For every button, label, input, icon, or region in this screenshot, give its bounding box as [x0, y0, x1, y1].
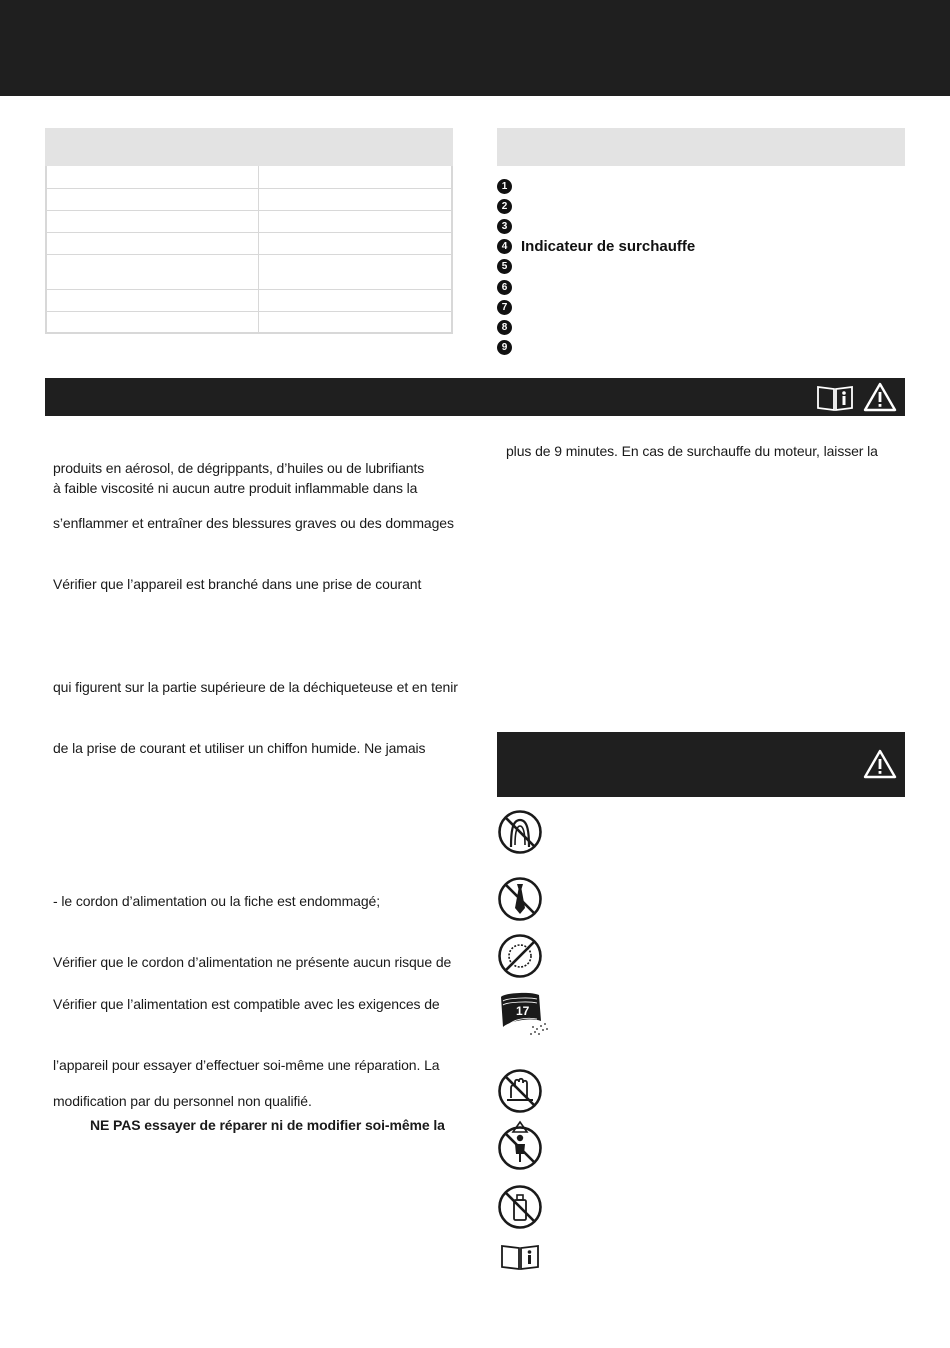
table-row — [46, 166, 452, 188]
safety-text-line: de la prise de courant et utiliser un chiffon humide. Ne jamais — [53, 740, 426, 756]
list-item — [497, 277, 905, 297]
warning-triangle-icon — [863, 382, 897, 417]
safety-text-line: - le cordon d’alimentation ou la fiche est endommagé; — [53, 893, 381, 909]
spec-table-header — [45, 128, 453, 166]
safety-text-line: Vérifier que l’appareil est branché dans une prise de courant — [53, 576, 422, 592]
manual-info-icon — [815, 382, 855, 417]
list-item — [497, 297, 905, 317]
number-badge: 8 — [497, 320, 512, 335]
list-item — [497, 237, 905, 257]
table-row — [46, 311, 452, 333]
number-badge: 5 — [497, 259, 512, 274]
part-label: Indicateur de surchauffe — [521, 238, 696, 256]
table-row — [46, 289, 452, 311]
number-badge: 4 — [497, 239, 512, 254]
number-badge: 9 — [497, 340, 512, 355]
list-item — [497, 257, 905, 277]
parts-list — [497, 176, 905, 358]
no-tie-icon — [497, 876, 543, 927]
table-row — [46, 188, 452, 210]
spec-table — [45, 166, 453, 334]
list-item — [497, 216, 905, 236]
safety-text-line: modification par du personnel non qualifié. — [53, 1093, 312, 1109]
no-long-hair-icon — [497, 809, 543, 860]
no-aerosol-icon — [497, 1184, 543, 1235]
list-item — [497, 317, 905, 337]
no-jewelry-icon — [497, 933, 543, 984]
number-badge: 2 — [497, 199, 512, 214]
read-manual-icon — [499, 1242, 541, 1277]
parts-list-header — [497, 128, 905, 166]
list-item — [497, 196, 905, 216]
page-header-bar — [0, 0, 950, 96]
safety-section-bar — [45, 378, 905, 416]
safety-text-line: qui figurent sur la partie supérieure de la déchiqueteuse et en tenir — [53, 679, 458, 695]
safety-text-line: Vérifier que le cordon d’alimentation ne présente aucun risque de — [53, 954, 452, 970]
number-badge: 6 — [497, 280, 512, 295]
table-row — [46, 210, 452, 232]
safety-text-line: à faible viscosité ni aucun autre produit inflammable dans la — [53, 480, 418, 496]
safety-text-line: Vérifier que l’alimentation est compatible avec les exigences de — [53, 996, 440, 1012]
keep-children-away-icon — [497, 1120, 543, 1177]
safety-text-line: s’enflammer et entraîner des blessures graves ou des dommages — [53, 515, 454, 531]
safety-text-line: l’appareil pour essayer d’effectuer soi-même une réparation. La — [53, 1057, 440, 1073]
warning-symbols-bar — [497, 732, 905, 797]
no-hands-in-slot-icon — [497, 1068, 543, 1119]
table-row — [46, 232, 452, 254]
number-badge: 1 — [497, 179, 512, 194]
safety-warning-line: NE PAS essayer de réparer ni de modifier soi-même la — [90, 1117, 445, 1133]
safety-text-line: plus de 9 minutes. En cas de surchauffe du moteur, laisser la — [506, 443, 878, 459]
warning-triangle-icon — [863, 749, 897, 784]
list-item — [497, 176, 905, 196]
number-badge: 3 — [497, 219, 512, 234]
table-row — [46, 254, 452, 289]
safety-text-line: produits en aérosol, de dégrippants, d’huiles ou de lubrifiants — [53, 460, 425, 476]
number-badge: 7 — [497, 300, 512, 315]
paper-capacity-label: 17 — [516, 1004, 530, 1018]
list-item — [497, 338, 905, 358]
